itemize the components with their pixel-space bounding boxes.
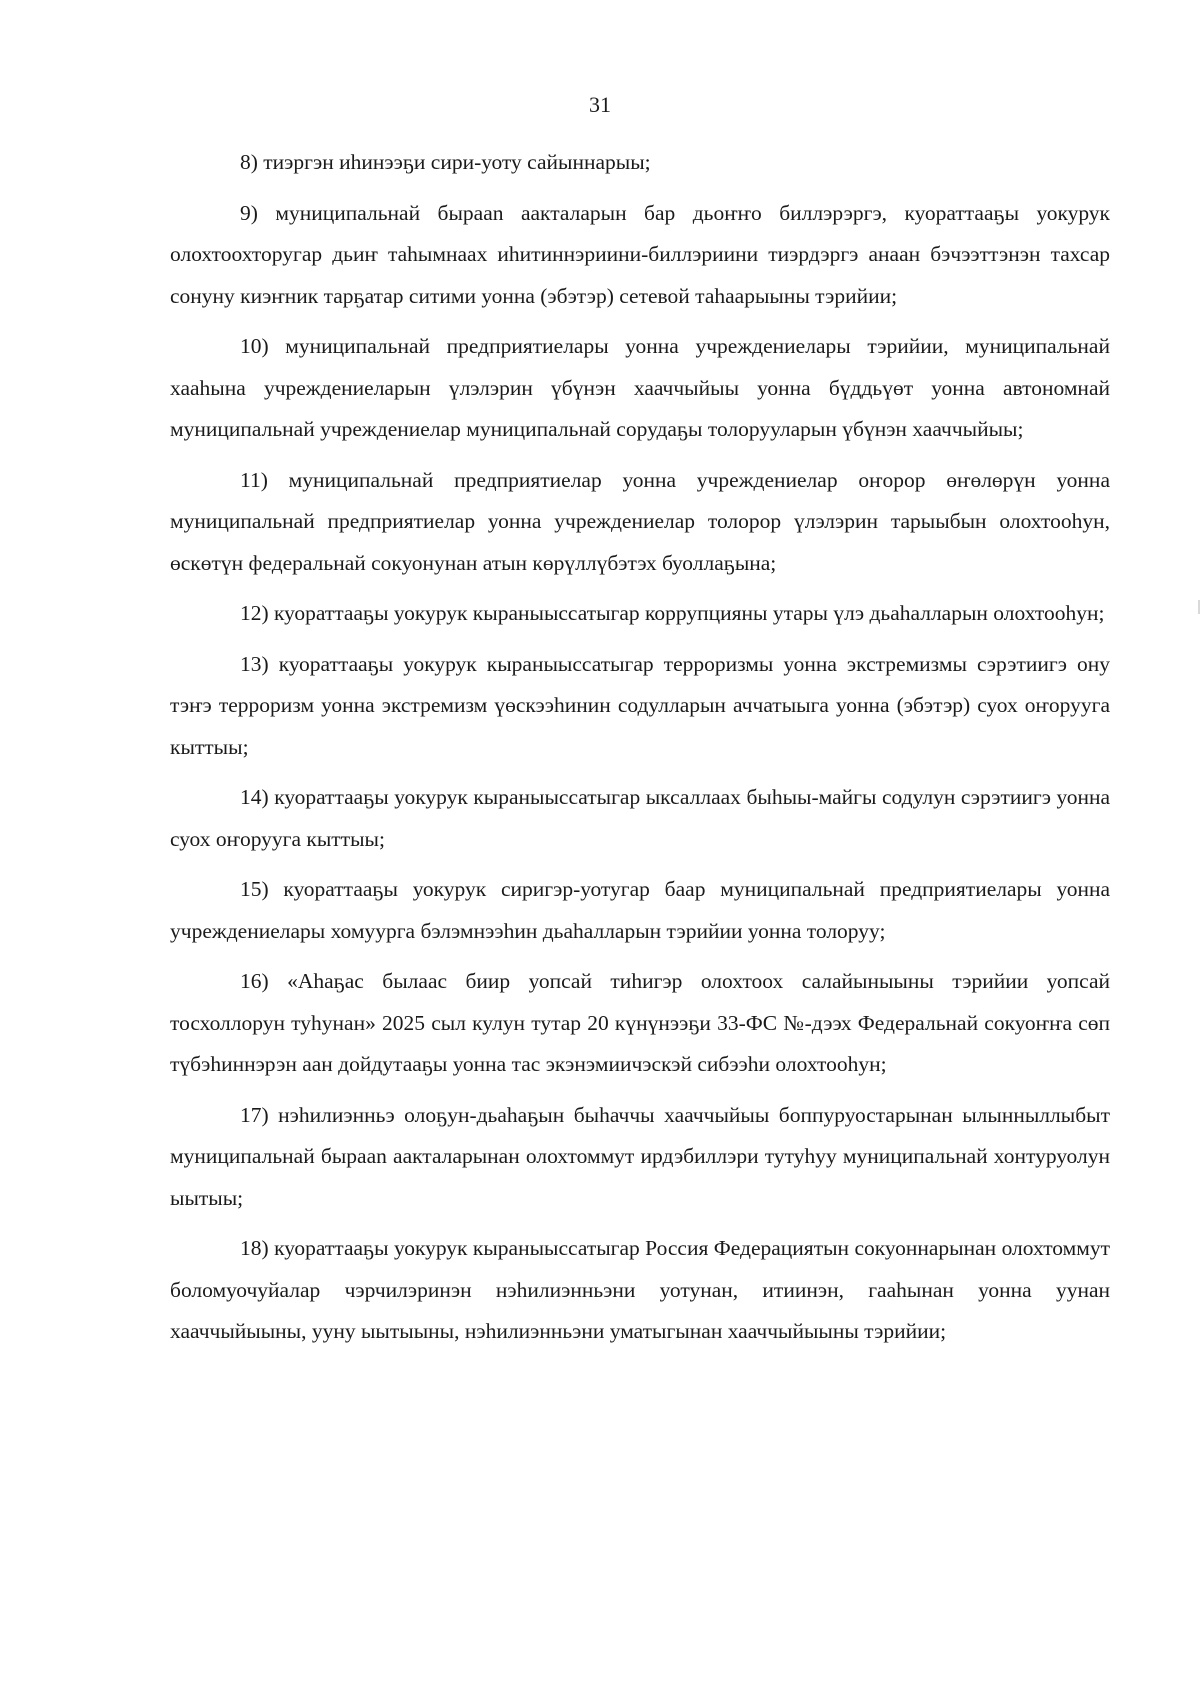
paragraph-item-15: 15) куораттааҕы уокурук сиригэр-уотугар баар муниципальнай предприятиелары уонна учреждениелары хомуурга бэлэмнээһин дьаһалларын тэрийии уонна толоруу;	[170, 877, 1110, 943]
paragraph-item-14: 14) куораттааҕы уокурук кыраныыссатыгар ыксаллаах быһыы-майгы содулун сэрэтиигэ уонна суох оҥорууга кыттыы;	[170, 785, 1110, 851]
paragraph-item-11: 11) муниципальнай предприятиелар уонна учреждениелар оҥорор өҥөлөрүн уонна муниципальнай предприятиелар уонна учреждениелар толорор үлэлэрин тарыыбын олохтооһун, өскөтүн федеральнай сокуонунан атын көрүллүбэтэх буоллаҕына;	[170, 467, 1110, 575]
document-body	[170, 142, 1110, 1362]
paragraph-item-17: 17) нэһилиэнньэ олоҕун-дьаһаҕын быһаччы хааччыйыы боппуруостарынан ылынныллыбыт муниципальнай бырааn аакталарынан олохтоммут ирдэбиллэри тутуһуу муниципальнай хонтуруолун ыытыы;	[170, 1102, 1110, 1210]
paragraph-item-10: 10) муниципальнай предприятиелары уонна учреждениелары тэрийии, муниципальнай хааһына учреждениеларын үлэлэрин үбүнэн хааччыйыы уонна бүддьүөт уонна автономнай муниципальнай учреждениелар муниципальнай сорудаҕы толорууларын үбүнэн хааччыйыы;	[170, 334, 1110, 441]
paragraph-item-8: 8) тиэргэн иһинээҕи сири-уоту сайыннарыы;	[240, 150, 651, 174]
paragraph-item-16: 16) «Аһаҕас былаас биир уопсай тиһигэр олохтоох салайыныыны тэрийии уопсай тосхоллорун туһунан» 2025 сыл кулун тутар 20 күнүнээҕи 33-ФС №-дээх Федеральнай сокуоҥҥа сөп түбэһиннэрэн аан дойдутааҕы уонна тас экэнэмиичэскэй сибээһи олохтооһун;	[170, 969, 1110, 1076]
page-number: 31	[589, 92, 611, 117]
paragraph-item-13: 13) куораттааҕы уокурук кыраныыссатыгар терроризмы уонна экстремизмы сэрэтиигэ ону тэҥэ терроризм уонна экстремизм үөскээһинин содулларын аччатыыга уонна (эбэтэр) суох оҥорууга кыттыы;	[170, 651, 1110, 759]
paragraph-item-18: 18) куораттааҕы уокурук кыраныыссатыгар Россия Федерациятын сокуоннарынан олохтоммут боломуочуйалар чэрчилэринэн нэһилиэнньэни уотунан, итиинэн, гааһынан уонна уунан хааччыйыыны, ууну ыытыыны, нэһилиэнньэни уматыгынан хааччыйыыны тэрийии;	[170, 1236, 1110, 1343]
paragraph-item-12: 12) куораттааҕы уокурук кыраныыссатыгар коррупцияны утары үлэ дьаһалларын олохтооһун;	[240, 601, 1105, 625]
paragraph-item-9: 9) муниципальнай бырааn аакталарын бар дьоҥҥо биллэрэргэ, куораттааҕы уокурук олохтоохторугар дьиҥ таһымнаах иһитиннэриини-биллэриини тиэрдэргэ анаан бэчээттэнэн тахсар сонуну киэҥник тарҕатар ситими уонна (эбэтэр) сетевой таһаарыыны тэрийии;	[170, 200, 1110, 308]
